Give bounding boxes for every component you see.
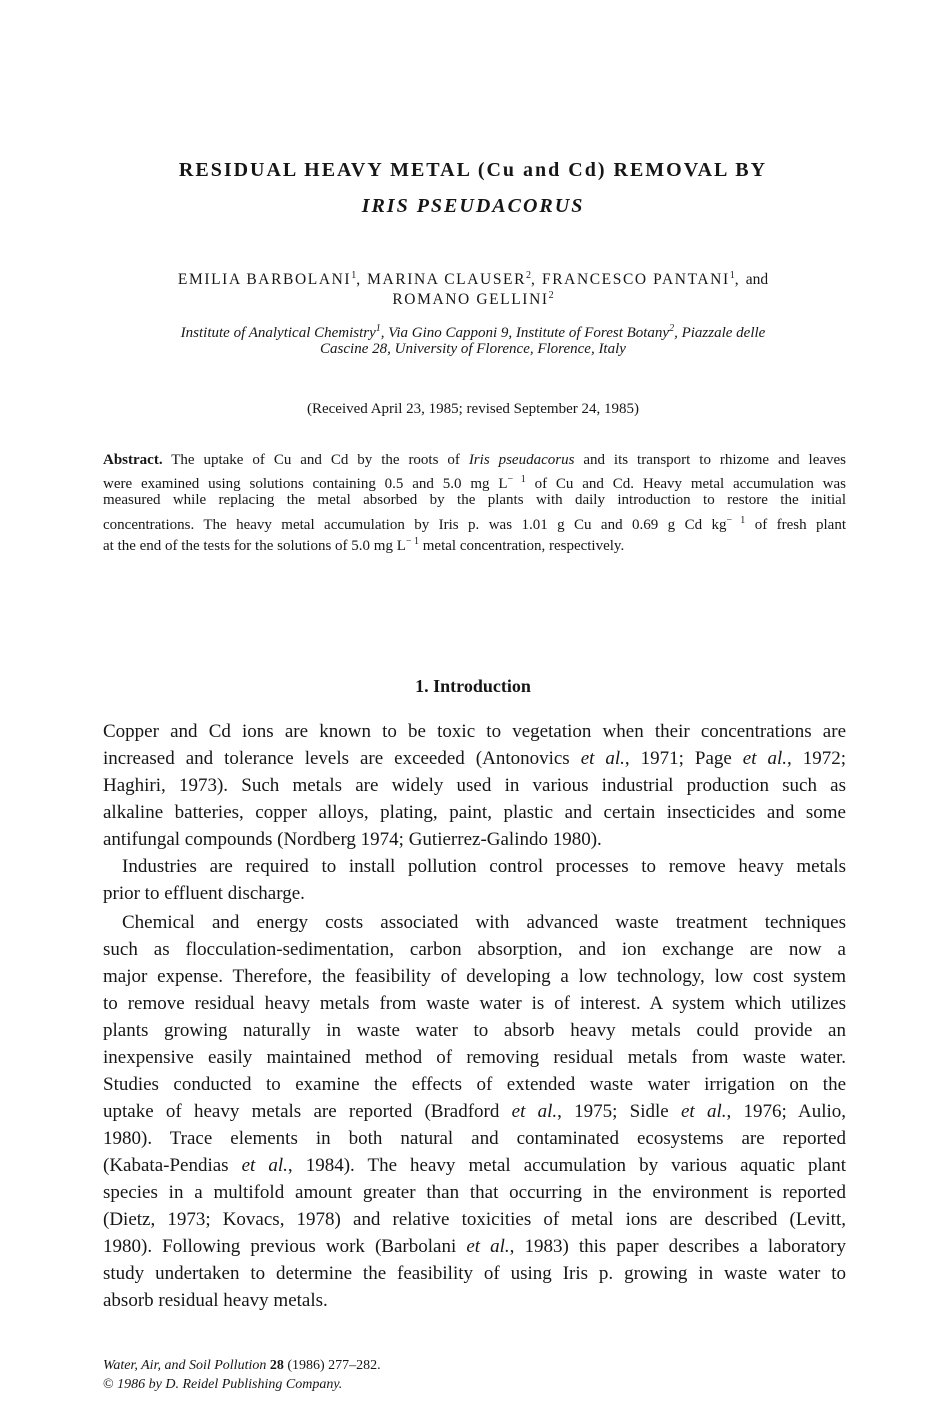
copyright-text: 1986 by D. Reidel Publishing Company. (117, 1377, 343, 1392)
body-text-line (103, 745, 846, 772)
affiliation-line-2: Cascine 28, University of Florence, Florence, Italy (320, 341, 626, 357)
body-text-line: (Dietz, 1973; Kovacs, 1978) and relative toxicities of metal ions are described (Levitt, (103, 1209, 846, 1230)
body-text: , 1972; (787, 748, 846, 769)
abstract-text: metal concentration, respectively. (422, 538, 625, 554)
abstract-text: and its transport to rhizome and leaves (583, 452, 847, 468)
body-text-line: 1980). Trace elements in both natural and contaminated ecosystems are reported (103, 1128, 846, 1149)
citation-etal: et al. (511, 1101, 558, 1122)
received-dates: (Received April 23, 1985; revised September 24, 1985) (306, 401, 639, 417)
affiliation-mark: 1 (375, 323, 381, 334)
body-text-line (103, 1233, 846, 1260)
citation-etal: et al. (742, 748, 787, 769)
abstract-text: concentrations. The heavy metal accumulation by Iris p. was 1.01 g Cu and 0.69 g Cd kg (103, 517, 727, 533)
affiliation-line-1: Institute of Analytical Chemistry$^1$, Via Gino Capponi 9, Institute of Forest Botany$^2$, Piazzale delle (180, 323, 766, 341)
body-text: , 1983) this paper describes a laboratory (509, 1236, 847, 1257)
author-affiliation-mark: 2 (548, 290, 554, 301)
author-conjunction: and (745, 271, 769, 289)
body-text-line: species in a multifold amount greater than that occurring in the environment is reported (103, 1182, 846, 1203)
journal-citation (103, 1357, 381, 1375)
body-text: , 1971; Page (624, 748, 732, 769)
author-affiliation-mark: 1 (729, 270, 735, 281)
body-text: 1980). Following previous work (Barbolani (103, 1236, 457, 1257)
abstract-line (103, 532, 846, 556)
affiliation-address: Piazzale delle (681, 325, 766, 341)
body-text: increased and tolerance levels are exceeded (Antonovics (103, 748, 570, 769)
copyright-line (103, 1376, 342, 1394)
citation-etal: et al. (466, 1236, 510, 1257)
affiliation-institute: Institute of Analytical Chemistry (180, 325, 376, 341)
species-name: Iris pseudacorus (468, 452, 575, 468)
author-affiliation-mark: 2 (526, 270, 532, 281)
abstract-label: Abstract. (103, 452, 163, 468)
paper-title-line-2: IRIS PSEUDACORUS (361, 195, 585, 217)
body-text-line: plants growing naturally in waste water to absorb heavy metals could provide an (103, 1020, 846, 1041)
body-text-line: antifungal compounds (Nordberg 1974; Gutierrez-Galindo 1980). (103, 829, 602, 850)
affiliation-address: Via Gino Capponi 9, (388, 325, 513, 341)
body-text: , 1976; Aulio, (726, 1101, 847, 1122)
body-text-line: Chemical and energy costs associated with advanced waste treatment techniques (122, 912, 846, 933)
affiliation-mark: 2 (669, 323, 675, 334)
citation-etal: et al. (681, 1101, 727, 1122)
body-text-line: prior to effluent discharge. (103, 883, 305, 904)
body-text-line: Industries are required to install pollution control processes to remove heavy metals (122, 856, 846, 877)
authors-line-1: EMILIA BARBOLANI$^1$, MARINA CLAUSER$^2$, FRANCESCO PANTANI$^1$, and (177, 270, 769, 289)
exponent: − 1 (726, 515, 746, 526)
exponent: − 1 (507, 474, 526, 485)
body-text-line: Haghiri, 1973). Such metals are widely used in various industrial production such as (103, 775, 846, 796)
affiliation-institute: Institute of Forest Botany (515, 325, 670, 341)
body-text-line: Studies conducted to examine the effects of extended waste water irrigation on the (103, 1074, 846, 1095)
abstract-text: of fresh plant (754, 517, 847, 533)
exponent: − 1 (405, 536, 420, 547)
paper-title-line-1: RESIDUAL HEAVY METAL (Cu and Cd) REMOVAL BY (178, 159, 768, 181)
body-text: , 1975; Sidle (557, 1101, 669, 1122)
journal-pages: (1986) 277–282. (287, 1358, 381, 1373)
section-heading: 1. Introduction (415, 676, 531, 696)
body-text-line: major expense. Therefore, the feasibility of developing a low technology, low cost system (103, 966, 846, 987)
author-name: EMILIA BARBOLANI (177, 271, 352, 289)
body-text-line: Copper and Cd ions are known to be toxic to vegetation when their concentrations are (103, 721, 846, 742)
abstract-text: at the end of the tests for the solutions of 5.0 mg L (103, 538, 406, 554)
body-text-line: to remove residual heavy metals from waste water is of interest. A system which utilizes (103, 993, 846, 1014)
body-text: , 1984). The heavy metal accumulation by various aquatic plant (287, 1155, 846, 1176)
author-name: ROMANO GELLINI (392, 291, 549, 309)
copyright-symbol: © (103, 1377, 114, 1392)
body-text: uptake of heavy metals are reported (Bradford (103, 1101, 500, 1122)
body-text-line (103, 1152, 846, 1179)
author-name: FRANCESCO PANTANI (542, 271, 730, 289)
body-text: (Kabata-Pendias (103, 1155, 229, 1176)
abstract-text: The uptake of Cu and Cd by the roots of (171, 452, 460, 468)
citation-etal: et al. (241, 1155, 288, 1176)
author-affiliation-mark: 1 (351, 270, 357, 281)
abstract-line (103, 450, 846, 470)
body-text-line: absorb residual heavy metals. (103, 1290, 328, 1311)
body-text-line: inexpensive easily maintained method of removing residual metals from waste water. (103, 1047, 846, 1068)
author-name: MARINA CLAUSER (367, 271, 527, 289)
body-text-line: study undertaken to determine the feasibility of using Iris p. growing in waste water to (103, 1263, 846, 1284)
journal-name: Water, Air, and Soil Pollution (103, 1358, 267, 1373)
body-text-line (103, 1098, 846, 1125)
citation-etal: et al. (580, 748, 625, 769)
abstract-line: measured while replacing the metal absorbed by the plants with daily introduction to restore the initial (103, 492, 846, 508)
abstract-text: were examined using solutions containing 0.5 and 5.0 mg L (103, 476, 508, 492)
abstract-text: of Cu and Cd. Heavy metal accumulation was (534, 476, 846, 492)
body-text-line: alkaline batteries, copper alloys, plating, paint, plastic and certain insecticides and some (103, 802, 846, 823)
body-text-line: such as flocculation-sedimentation, carbon absorption, and ion exchange are now a (103, 939, 846, 960)
journal-volume: 28 (269, 1358, 284, 1373)
authors-line-2 (0, 286, 946, 310)
